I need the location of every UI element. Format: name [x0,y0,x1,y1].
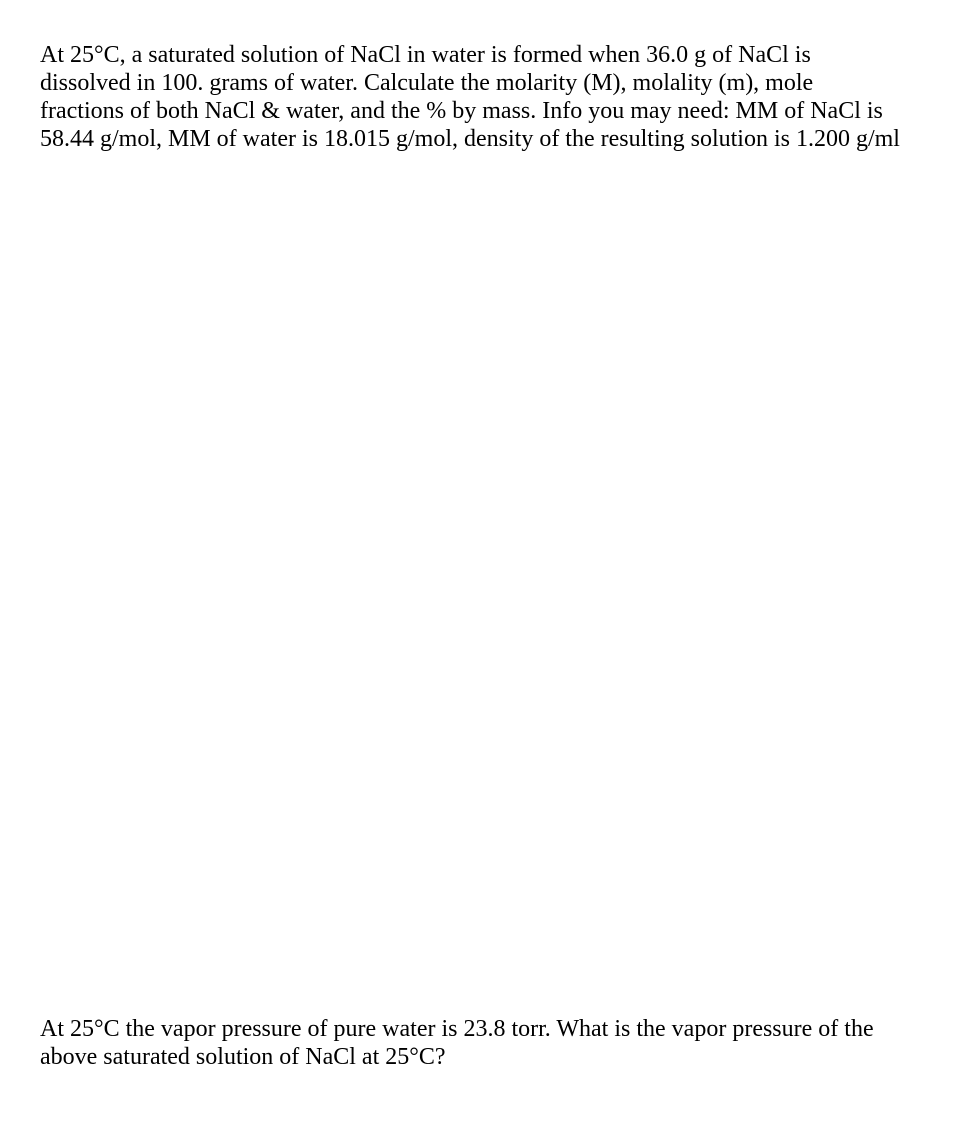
question-2-line-1: At 25°C the vapor pressure of pure water is 23.8 torr. What is the vapor pressure of the [40,1016,874,1042]
question-1-line-1: At 25°C, a saturated solution of NaCl in water is formed when 36.0 g of NaCl is [40,42,811,68]
question-1 [40,41,900,153]
question-2 [40,1015,874,1071]
question-1-line-4: 58.44 g/mol, MM of water is 18.015 g/mol, density of the resulting solution is 1.200 g/ml [40,126,900,152]
question-2-line-2: above saturated solution of NaCl at 25°C? [40,1044,446,1070]
question-1-line-3: fractions of both NaCl & water, and the % by mass. Info you may need: MM of NaCl is [40,98,883,124]
question-1-line-2: dissolved in 100. grams of water. Calculate the molarity (M), molality (m), mole [40,70,814,96]
